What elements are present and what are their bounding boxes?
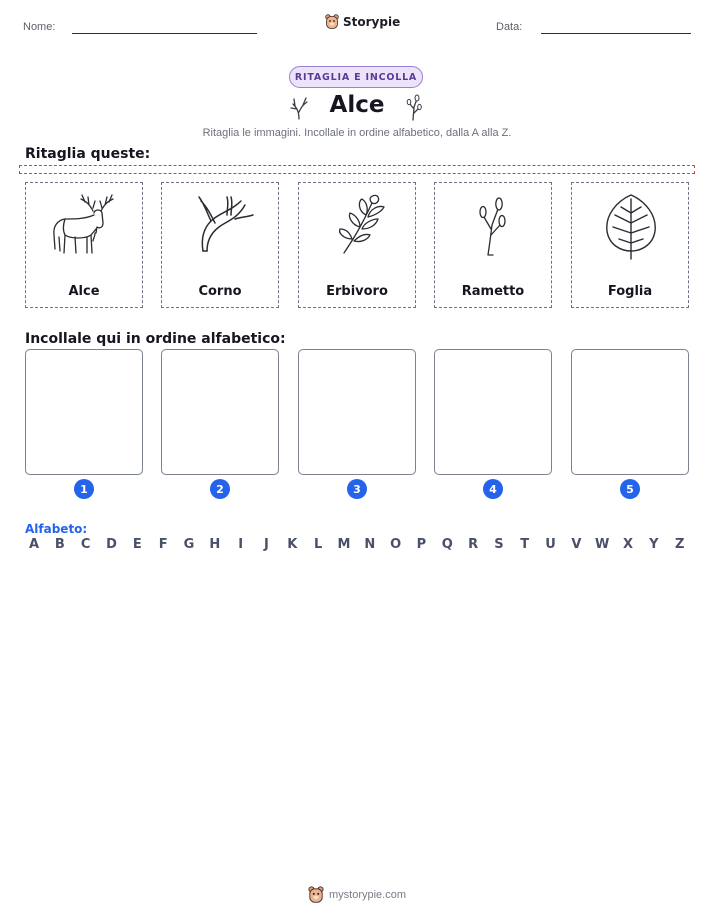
alphabet-row xyxy=(25,537,689,552)
alphabet-letter: I xyxy=(238,537,244,552)
slot-number-2: 2 xyxy=(210,479,230,499)
paste-slot-5[interactable] xyxy=(571,349,689,475)
cut-heading: Ritaglia queste: xyxy=(25,146,151,162)
paste-slot-3[interactable] xyxy=(298,349,416,475)
twig-decoration-right-icon xyxy=(405,93,423,121)
card-label: Foglia xyxy=(607,284,653,299)
alphabet-letter: T xyxy=(520,537,530,552)
alphabet-letter: W xyxy=(595,537,610,552)
alphabet-letter: B xyxy=(54,537,65,552)
slot-number-5: 5 xyxy=(620,479,640,499)
date-line[interactable] xyxy=(541,33,691,34)
name-line[interactable] xyxy=(72,33,257,34)
alphabet-title: Alfabeto: xyxy=(25,522,88,536)
alphabet-letter: Q xyxy=(441,537,453,552)
alphabet-letter: F xyxy=(158,537,168,552)
cut-card-foglia[interactable] xyxy=(571,182,689,308)
alphabet-letter: M xyxy=(337,537,351,552)
name-label: Nome: xyxy=(23,21,56,33)
alphabet-letter: L xyxy=(313,537,323,552)
alphabet-letter: D xyxy=(106,537,117,552)
alphabet-letter: H xyxy=(209,537,221,552)
cut-card-alce[interactable] xyxy=(25,182,143,308)
alphabet-letter: X xyxy=(623,537,634,552)
card-label: Rametto xyxy=(461,284,525,299)
alphabet-letter: Z xyxy=(674,537,685,552)
cut-card-rametto[interactable] xyxy=(434,182,552,308)
paste-slot-1[interactable] xyxy=(25,349,143,475)
slot-number-1: 1 xyxy=(74,479,94,499)
page-title: Alce xyxy=(329,92,385,118)
cut-line xyxy=(19,165,695,174)
leafy-sprig-icon xyxy=(318,189,398,269)
alphabet-letter: K xyxy=(287,537,298,552)
cut-card-corno[interactable] xyxy=(161,182,279,308)
bear-footer-icon xyxy=(308,886,324,904)
card-label: Erbivoro xyxy=(326,284,388,299)
activity-badge: RITAGLIA E INCOLLA xyxy=(289,66,423,88)
instructions: Ritaglia le immagini. Incollale in ordine alfabetico, dalla A alla Z. xyxy=(202,127,512,139)
slot-number-4: 4 xyxy=(483,479,503,499)
alphabet-letter: Y xyxy=(649,537,659,552)
alphabet-letter: A xyxy=(28,537,40,552)
date-label: Data: xyxy=(496,21,523,33)
alphabet-letter: R xyxy=(468,537,479,552)
antler-icon xyxy=(181,189,261,269)
logo-text: Storypie xyxy=(343,15,401,29)
alphabet-letter: S xyxy=(494,537,504,552)
leaf-icon xyxy=(591,189,671,269)
paste-slot-4[interactable] xyxy=(434,349,552,475)
alphabet-letter: C xyxy=(80,537,91,552)
alphabet-letter: U xyxy=(545,537,556,552)
paste-heading: Incollale qui in ordine alfabetico: xyxy=(25,331,286,347)
alphabet-letter: J xyxy=(264,537,269,552)
footer-link[interactable]: mystorypie.com xyxy=(328,889,407,901)
slot-number-3: 3 xyxy=(347,479,367,499)
logo xyxy=(325,14,400,30)
cut-card-erbivoro[interactable] xyxy=(298,182,416,308)
footer xyxy=(0,886,714,904)
card-label: Alce xyxy=(68,284,100,299)
alphabet-letter: N xyxy=(364,537,376,552)
alphabet-letter: V xyxy=(571,537,582,552)
alphabet-letter: P xyxy=(416,537,427,552)
paste-slot-2[interactable] xyxy=(161,349,279,475)
alphabet-letter: O xyxy=(390,537,402,552)
twig-icon xyxy=(454,189,534,269)
card-label: Corno xyxy=(198,284,242,299)
alphabet-letter: E xyxy=(132,537,142,552)
moose-icon xyxy=(45,189,125,269)
alphabet-letter: G xyxy=(183,537,195,552)
bear-logo-icon xyxy=(325,14,339,30)
